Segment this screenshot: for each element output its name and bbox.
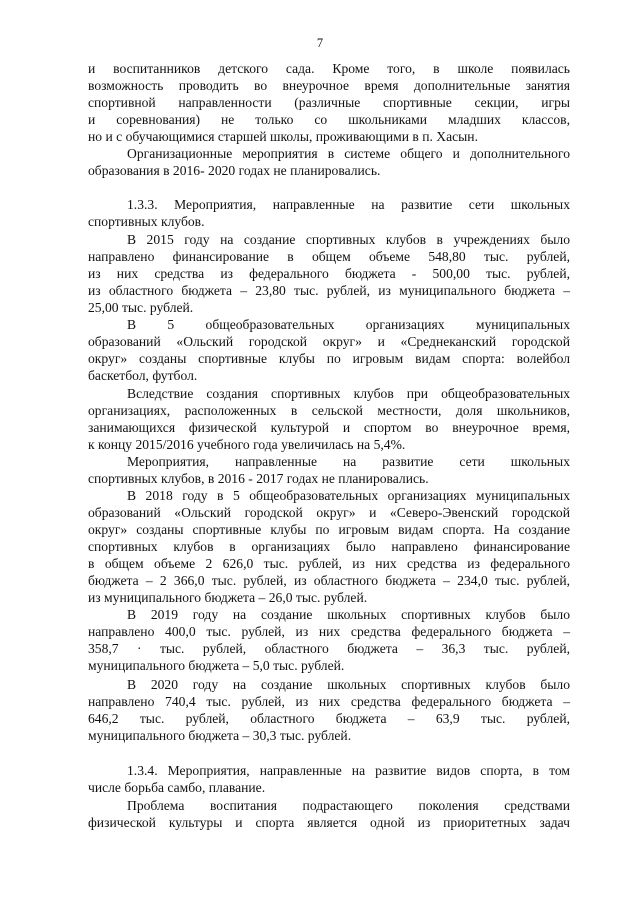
text-line: и соревнования) не только со школьниками младших классов, xyxy=(88,112,570,127)
text-line: к концу 2015/2016 учебного года увеличилась на 5,4%. xyxy=(88,437,406,452)
text-line: В 5 общеобразовательных организациях муниципальных xyxy=(127,317,570,332)
text-line: направлено 740,4 тыс. рублей, из них средства федерального бюджета – xyxy=(88,694,570,709)
text-line: из областного бюджета – 23,80 тыс. рублей, из муниципального бюджета – xyxy=(88,283,570,298)
text-line: Мероприятия, направленные на развитие сети школьных xyxy=(127,454,570,469)
text-line: и воспитанников детского сада. Кроме того, в школе появилась xyxy=(88,61,570,76)
text-line: физической культуры и спорта является одной из приоритетных задач xyxy=(88,815,570,830)
text-line: из муниципального бюджета – 26,0 тыс. рублей. xyxy=(88,590,368,605)
text-line: В 2015 году на создание спортивных клубов в учреждениях было xyxy=(127,232,570,247)
section-heading: 1.3.4. Мероприятия, направленные на развитие видов спорта, в том xyxy=(127,763,570,778)
text-line: образований «Ольский городской округ» и «Северо-Эвенский городской xyxy=(88,505,570,520)
text-line: муниципального бюджета – 30,3 тыс. рублей. xyxy=(88,728,352,743)
text-line: в общем объеме 2 626,0 тыс. рублей, из них средства из федерального xyxy=(88,556,570,571)
text-line: округ» созданы спортивные клубы по игровым видам спорта. На создание xyxy=(88,522,570,537)
text-line: В 2018 году в 5 общеобразовательных организациях муниципальных xyxy=(127,488,570,503)
text-line: спортивных клубов, в 2016 - 2017 годах не планировались. xyxy=(88,471,429,486)
text-line: из них средства из федерального бюджета - 500,00 тыс. рублей, xyxy=(88,266,570,281)
text-line: В 2019 году на создание школьных спортивных клубов было xyxy=(127,607,570,622)
text-line: спортивной направленности (различные спортивные секции, игры xyxy=(88,95,570,110)
text-line: Проблема воспитания подрастающего поколения средствами xyxy=(127,798,570,813)
section-heading: 1.3.3. Мероприятия, направленные на развитие сети школьных xyxy=(127,197,570,212)
text-line: но и с обучающимися старшей школы, проживающими в п. Хасын. xyxy=(88,129,478,144)
page-number: 7 xyxy=(316,36,324,50)
text-line: баскетбол, футбол. xyxy=(88,368,198,383)
text-line: организациях, расположенных в сельской местности, доля школьников, xyxy=(88,403,570,418)
text-line: В 2020 году на создание школьных спортивных клубов было xyxy=(127,677,570,692)
text-line: направлено 400,0 тыс. рублей, из них средства федерального бюджета – xyxy=(88,624,570,639)
text-line: образований «Ольский городской округ» и «Среднеканский городской xyxy=(88,334,570,349)
text-line: Вследствие создания спортивных клубов при общеобразовательных xyxy=(127,386,570,401)
text-line: 646,2 тыс. рублей, областного бюджета – 63,9 тыс. рублей, xyxy=(88,711,570,726)
text-line: направлено финансирование в общем объеме 548,80 тыс. рублей, xyxy=(88,249,570,264)
text-line: спортивных клубов в организациях было направлено финансирование xyxy=(88,539,570,554)
text-line: бюджета – 2 366,0 тыс. рублей, из областного бюджета – 234,0 тыс. рублей, xyxy=(88,573,570,588)
section-heading: числе борьба самбо, плавание. xyxy=(88,780,266,795)
text-line: образования в 2016- 2020 годах не планировались. xyxy=(88,163,381,178)
text-line: Организационные мероприятия в системе общего и дополнительного xyxy=(127,146,570,161)
text-line: 25,00 тыс. рублей. xyxy=(88,300,194,315)
text-line: занимающихся физической культурой и спортом во внеурочное время, xyxy=(88,420,570,435)
text-line: округ» созданы спортивные клубы по игровым видам спорта: волейбол xyxy=(88,351,570,366)
text-line: 358,7 · тыс. рублей, областного бюджета – 36,3 тыс. рублей, xyxy=(88,641,570,656)
text-line: возможность проводить во внеурочное время дополнительные занятия xyxy=(88,78,570,93)
text-line: муниципального бюджета – 5,0 тыс. рублей. xyxy=(88,658,345,673)
section-heading: спортивных клубов. xyxy=(88,214,205,229)
